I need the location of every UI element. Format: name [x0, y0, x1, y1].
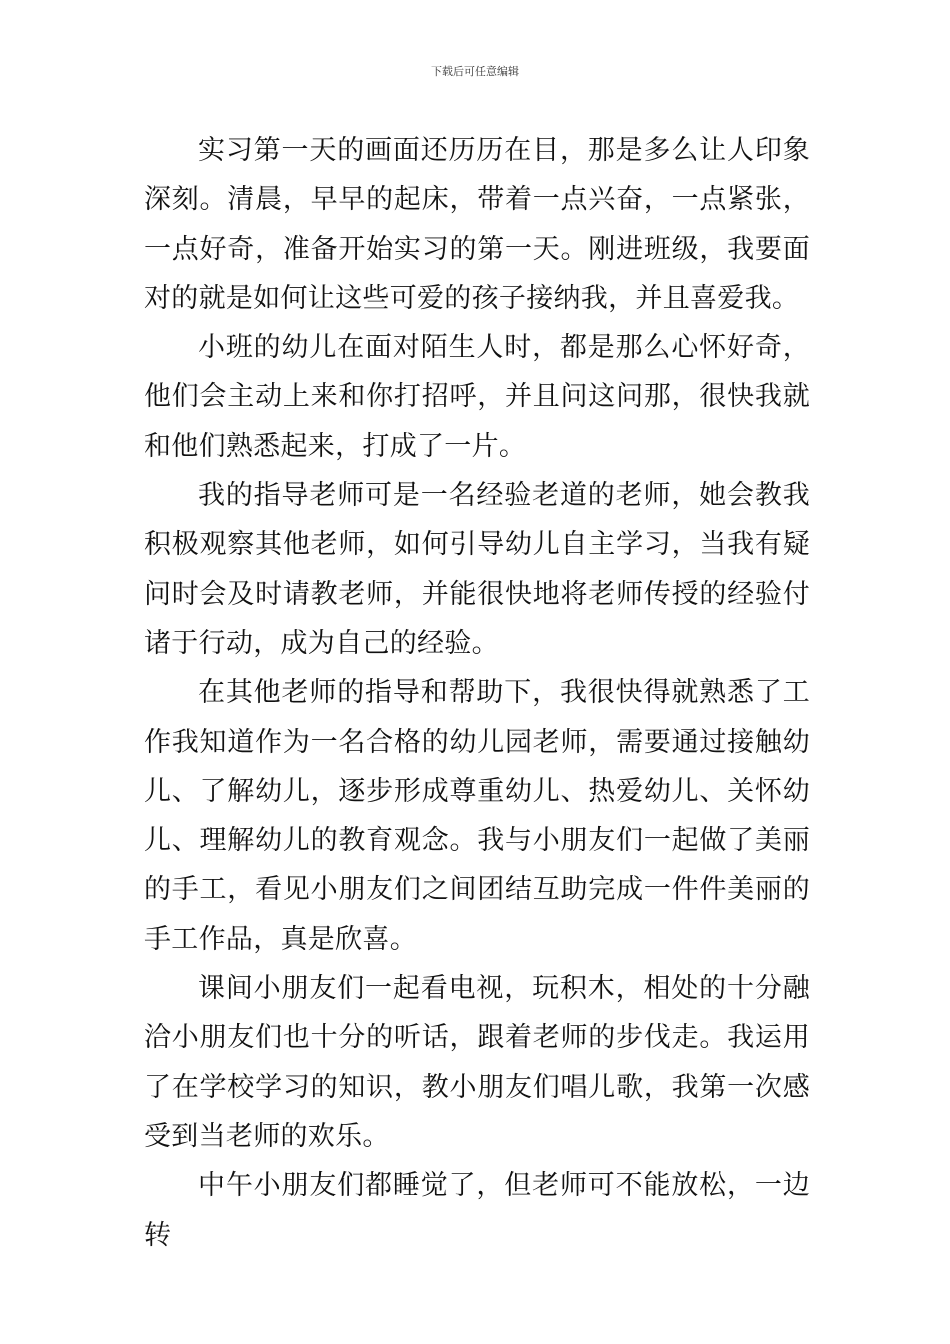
paragraph-4: 在其他老师的指导和帮助下，我很快得就熟悉了工作我知道作为一名合格的幼儿园老师，需要通过接触幼儿、了解幼儿，逐步形成尊重幼儿、热爱幼儿、关怀幼儿、理解幼儿的教育观念。我与小朋友们一起做了美丽的手工，看见小朋友们之间团结互助完成一件件美丽的手工作品，真是欣喜。	[144, 677, 810, 955]
paragraph-2: 小班的幼儿在面对陌生人时，都是那么心怀好奇，他们会主动上来和你打招呼，并且问这问那，很快我就和他们熟悉起来，打成了一片。	[144, 332, 810, 462]
paragraph-1: 实习第一天的画面还历历在目，那是多么让人印象深刻。清晨，早早的起床，带着一点兴奋，一点紧张，一点好奇，准备开始实习的第一天。刚进班级，我要面对的就是如何让这些可爱的孩子接纳我，并且喜爱我。	[144, 135, 810, 314]
document-body	[144, 126, 810, 1260]
page-header: 下载后可任意编辑	[431, 65, 519, 78]
paragraph-6: 中午小朋友们都睡觉了，但老师可不能放松，一边转	[144, 1170, 810, 1251]
paragraph-3: 我的指导老师可是一名经验老道的老师，她会教我积极观察其他老师，如何引导幼儿自主学习，当我有疑问时会及时请教老师，并能很快地将老师传授的经验付诸于行动，成为自己的经验。	[144, 480, 810, 659]
paragraph-5: 课间小朋友们一起看电视，玩积木，相处的十分融洽小朋友们也十分的听话，跟着老师的步伐走。我运用了在学校学习的知识，教小朋友们唱儿歌，我第一次感受到当老师的欢乐。	[144, 973, 810, 1152]
